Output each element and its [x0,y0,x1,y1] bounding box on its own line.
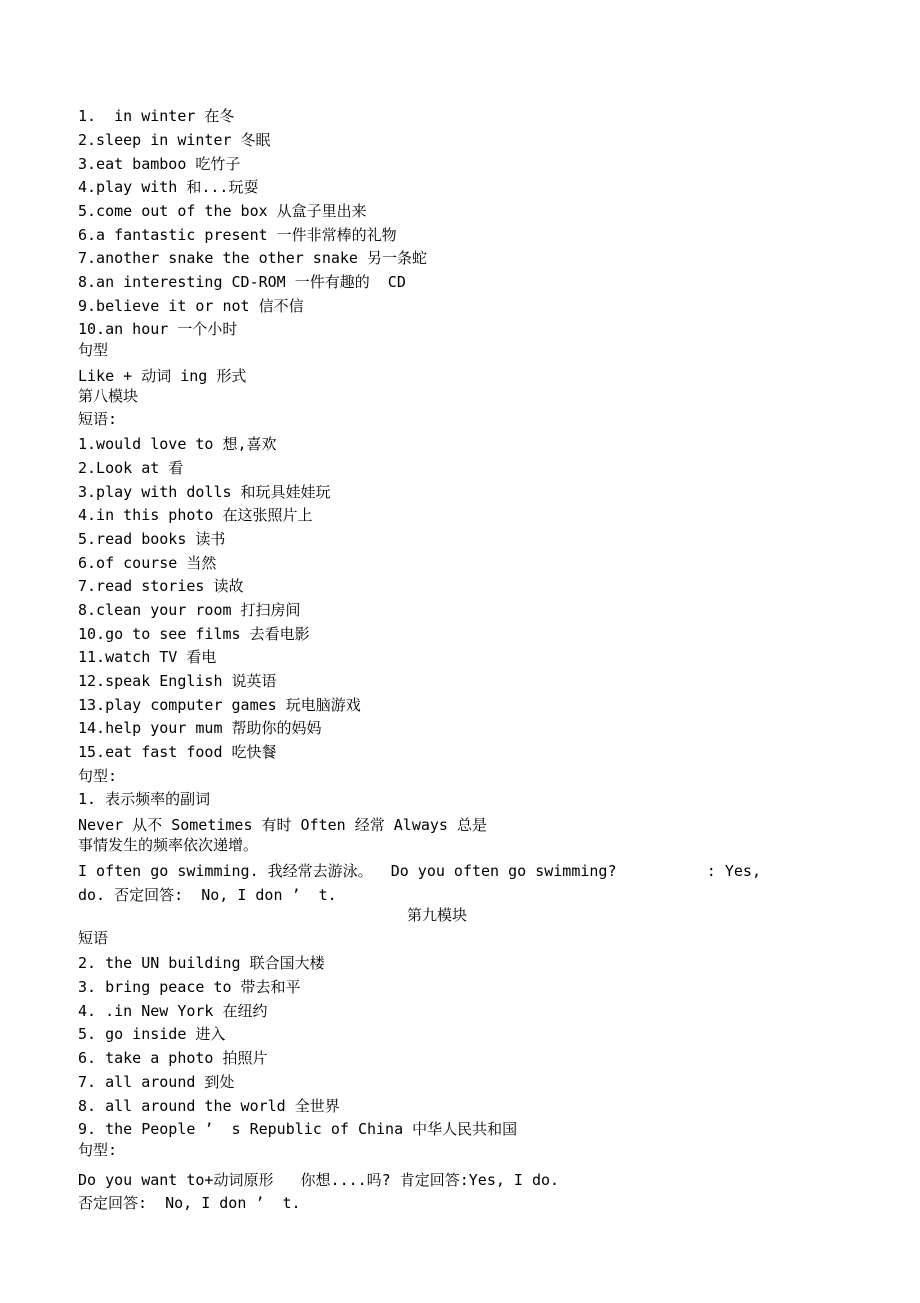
phrase-line: 8. all around the world 全世界 [78,1097,340,1115]
pattern-line: do. 否定回答: No, I don ’ t. [78,886,337,904]
phrase-line: 11.watch TV 看电 [78,648,217,666]
section-heading: 第九模块 [406,906,467,924]
pattern-heading: 句型: [78,1141,118,1159]
phrase-line: 8.clean your room 打扫房间 [78,601,301,619]
pattern-heading: 句型 [78,341,109,359]
phrase-line: 1.would love to 想,喜欢 [78,435,277,453]
phrase-line: 3.play with dolls 和玩具娃娃玩 [78,483,331,501]
phrase-line: 7.another snake the other snake 另一条蛇 [78,249,427,267]
phrase-line: 7.read stories 读故 [78,577,244,595]
pattern-line: 事情发生的频率依次递增。 [78,836,259,854]
phrase-line: 3. bring peace to 带去和平 [78,978,301,996]
phrase-line: 10.an hour 一个小时 [78,320,238,338]
phrase-line: 5. go inside 进入 [78,1025,226,1043]
phrase-line: 13.play computer games 玩电脑游戏 [78,696,361,714]
phrase-line: 2.Look at 看 [78,459,184,477]
phrase-line: 6.a fantastic present 一件非常棒的礼物 [78,226,397,244]
phrase-line: 14.help your mum 帮助你的妈妈 [78,719,322,737]
phrase-line: 2.sleep in winter 冬眠 [78,131,271,149]
phrase-line: 3.eat bamboo 吃竹子 [78,155,241,173]
section-heading: 第八模块 [78,387,139,405]
phrase-line: 4.in this photo 在这张照片上 [78,506,313,524]
phrase-line: 6. take a photo 拍照片 [78,1049,268,1067]
phrase-line: 9.believe it or not 信不信 [78,297,304,315]
phrase-line: 8.an interesting CD-ROM 一件有趣的 CD [78,273,406,291]
phrase-line: 9. the People ’ s Republic of China 中华人民共和国 [78,1120,518,1138]
pattern-line: Do you want to+动词原形 你想....吗? 肯定回答:Yes, I do. [78,1171,560,1189]
phrase-line: 7. all around 到处 [78,1073,235,1091]
phrases-heading: 短语: [78,410,118,428]
phrase-line: 4.play with 和...玩耍 [78,178,259,196]
pattern-line: I often go swimming. 我经常去游泳。 Do you often go swimming? : Yes, [78,862,761,880]
phrase-line: 5.read books 读书 [78,530,226,548]
phrase-line: 10.go to see films 去看电影 [78,625,310,643]
phrase-line: 12.speak English 说英语 [78,672,277,690]
pattern-line: 1. 表示频率的副词 [78,790,211,808]
phrase-line: 5.come out of the box 从盒子里出来 [78,202,367,220]
phrases-heading: 短语 [78,929,109,947]
phrase-line: 6.of course 当然 [78,554,217,572]
phrase-line: 1. in winter 在冬 [78,107,235,125]
pattern-line: Never 从不 Sometimes 有时 Often 经常 Always 总是 [78,816,487,834]
phrase-line: 15.eat fast food 吃快餐 [78,743,277,761]
pattern-line: Like + 动词 ing 形式 [78,367,247,385]
pattern-line: 否定回答: No, I don ’ t. [78,1194,301,1212]
phrase-line: 4. .in New York 在纽约 [78,1002,268,1020]
phrase-line: 2. the UN building 联合国大楼 [78,954,325,972]
pattern-heading: 句型: [78,767,118,785]
